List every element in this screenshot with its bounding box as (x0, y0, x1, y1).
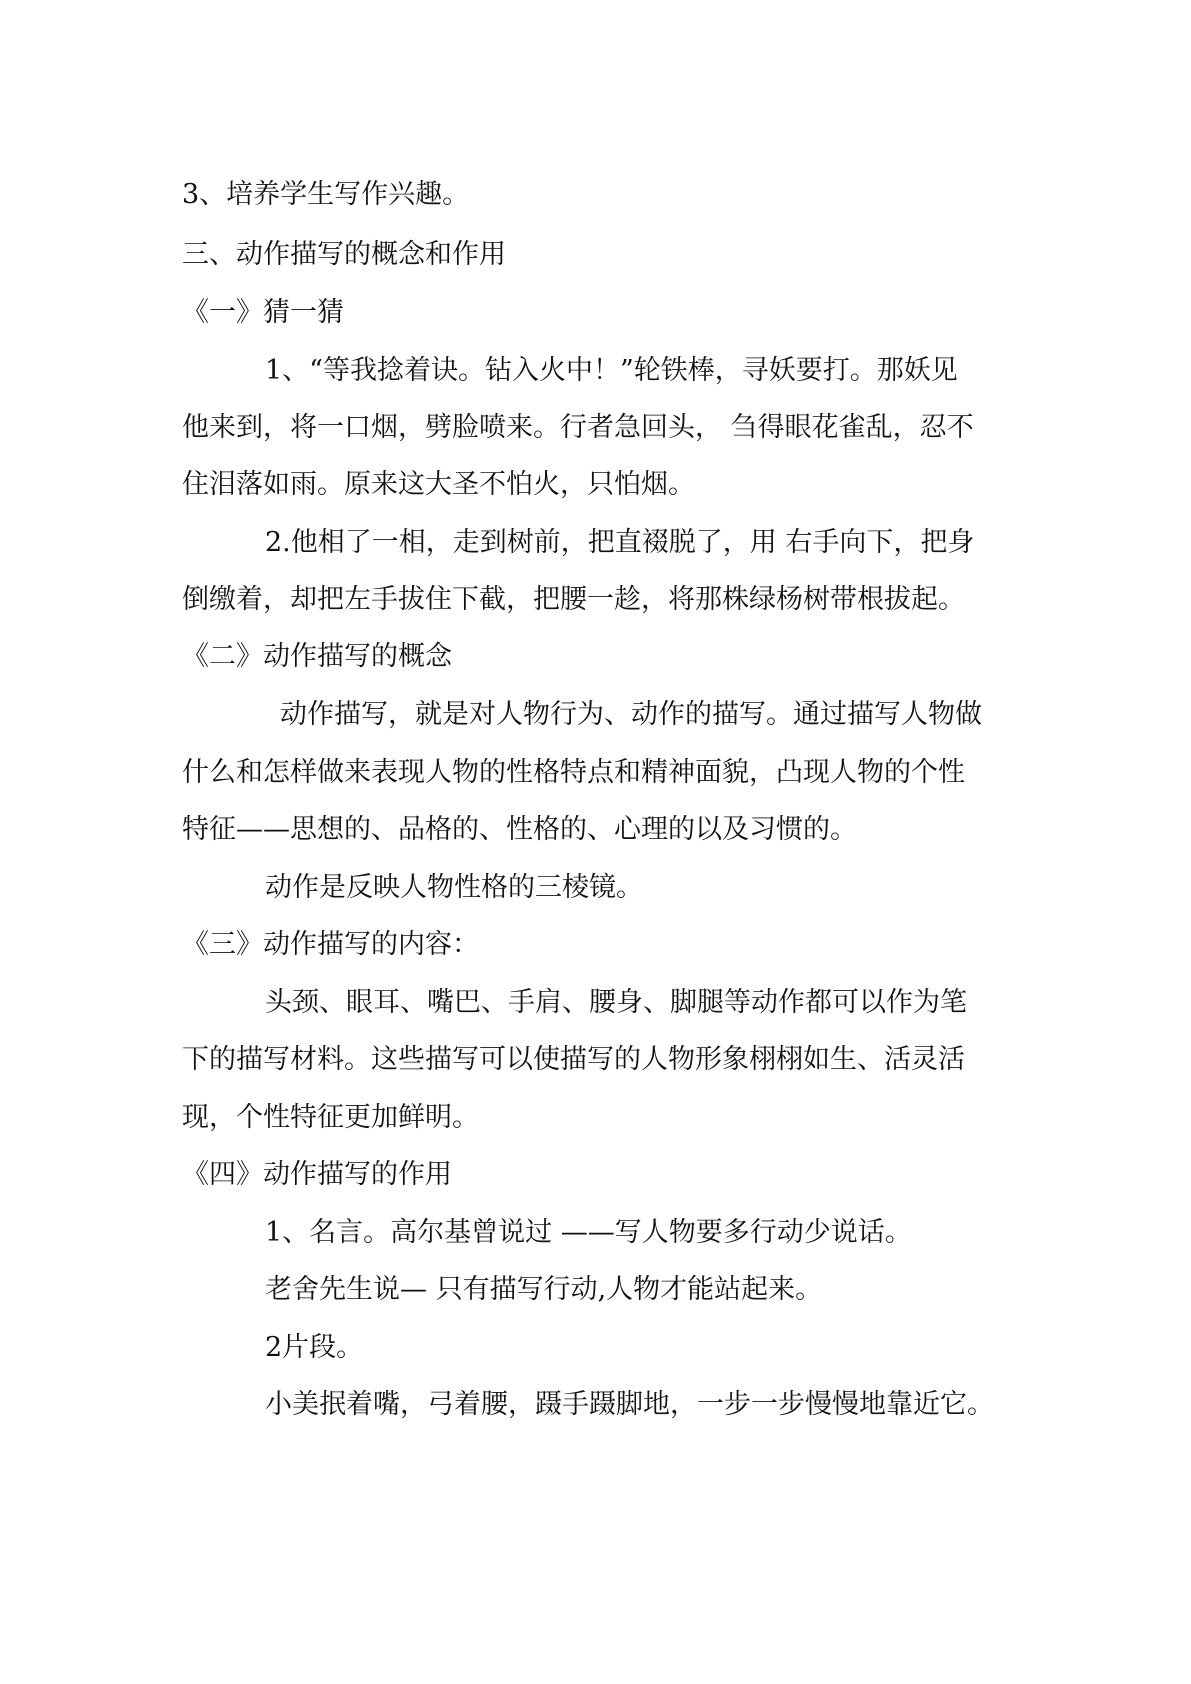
text-line: 1、名言。高尔基曾说过 ——写人物要多行动少说话。 (265, 1217, 912, 1248)
subheading-4: 《四》动作描写的作用 (182, 1159, 452, 1190)
text-line: 头颈、眼耳、嘴巴、手肩、腰身、脚腿等动作都可以作为笔 (265, 987, 967, 1018)
text-line: 小美抿着嘴，弓着腰，蹑手蹑脚地，一步一步慢慢地靠近它。 (265, 1389, 994, 1420)
text-line: 2.他相了一相，走到树前，把直裰脱了，用 右手向下，把身 (265, 527, 975, 558)
text-line: 什么和怎样做来表现人物的性格特点和精神面貌，凸现人物的个性 (182, 757, 965, 788)
text-line: 倒缴着，却把左手拔住下截，把腰一趁，将那株绿杨树带根拔起。 (182, 584, 965, 615)
text-line: 老舍先生说— 只有描写行动,人物才能站起来。 (265, 1274, 823, 1305)
text-line: 下的描写材料。这些描写可以使描写的人物形象栩栩如生、活灵活 (182, 1044, 965, 1075)
text-line: 1、“等我捻着诀。钻入火中！”轮铁棒，寻妖要打。那妖见 (265, 355, 958, 386)
text-line: 现，个性特征更加鲜明。 (182, 1102, 479, 1133)
text-line: 动作是反映人物性格的三棱镜。 (265, 872, 643, 903)
section-heading-3: 三、动作描写的概念和作用 (182, 239, 506, 270)
text-line: 2片段。 (265, 1332, 364, 1363)
text-line-goal-3: 3、培养学生写作兴趣。 (182, 179, 470, 210)
text-line: 住泪落如雨。原来这大圣不怕火，只怕烟。 (182, 469, 695, 500)
subheading-1: 《一》猜一猜 (182, 297, 344, 328)
text-line: 他来到，将一口烟，劈脸喷来。行者急回头， 刍得眼花雀乱，忍不 (182, 412, 974, 443)
text-line: 特征——思想的、品格的、性格的、心理的以及习惯的。 (182, 814, 857, 845)
subheading-2: 《二》动作描写的概念 (182, 641, 452, 672)
subheading-3: 《三》动作描写的内容： (182, 929, 479, 960)
text-line: 动作描写，就是对人物行为、动作的描写。通过描写人物做 (280, 699, 982, 730)
